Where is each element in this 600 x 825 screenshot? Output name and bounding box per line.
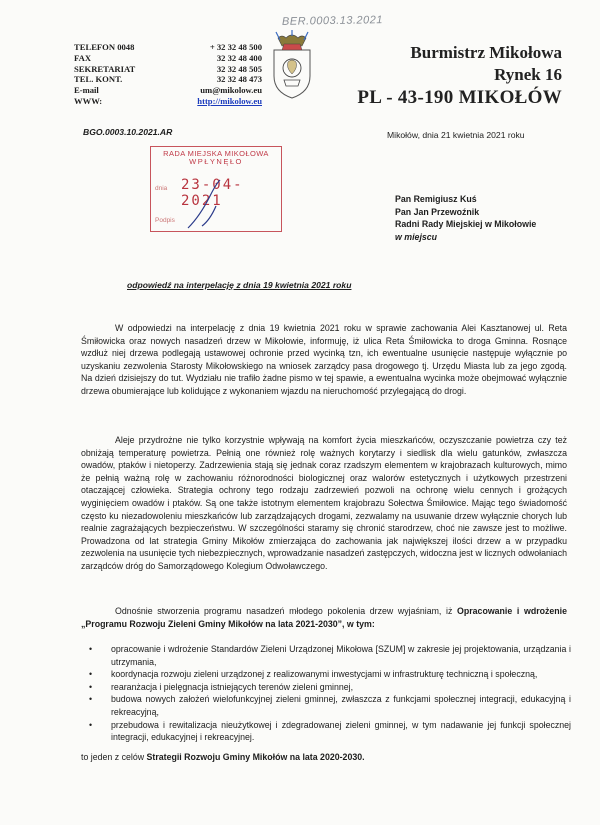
contact-label: E-mail [74,85,99,96]
contact-row [74,42,262,53]
list-item: • koordynacja rozwoju zieleni urządzonej z realizowanymi inwestycjami w infrastrukturę techniczną i społeczną, [81,668,571,681]
letter-subject: odpowiedź na interpelację z dnia 19 kwietnia 2021 roku [127,280,352,290]
contact-value: + 32 32 48 500 [209,42,262,52]
contact-label: SEKRETARIAT [74,63,136,74]
contact-row [74,85,262,96]
reference-number: BGO.0003.10.2021.AR [83,127,173,137]
addressee-location: w miejscu [395,231,438,242]
addressee-block [395,193,536,243]
contact-row [74,53,262,64]
contact-label: WWW: [74,95,103,106]
addressee-title: Radni Rady Miejskiej w Mikołowie [395,219,537,229]
list-item: • przebudowa i rewitalizacja nieużytkowej i zdegradowanej zieleni gminnej, w tym nadawanie jej funkcji społecznej integracji, edukacyjnej i rekreacyjnej. [81,719,571,744]
handwritten-reference-note: BER.0003.13.2021 [281,14,384,28]
list-item: • opracowanie i wdrożenie Standardów Zieleni Urządzonej Mikołowa [SZUM] w zakresie jej projektowania, urządzania i utrzymania, [81,643,571,668]
program-goals-list [81,643,571,744]
paragraph-2: Aleje przydrożne nie tylko korzystnie wpływają na komfort życia mieszkańców, oczyszczanie powietrza czy też obniżają temperaturę powietrza. Pełnią one również rolę ważnych korytarzy i siedlisk dla wielu gatunków, zwłaszcza owadów, ptaków i nietoperzy. Zadrzewienia stają się jednak coraz rzadszym elementem w krajobrazach kulturowych, mimo że pełnią ważną rolę w zachowaniu różnorodności biologicznej oraz walorów estetycznych i użytkowych przestrzeni otaczającej człowieka. Strategia ochrony tego rodzaju zadrzewień pozwoli na ochronę wielu cennych i grożących wyginięciem owadów i ptaków. Są one także istotnym elementem krajobrazu Sołectwa Śmiłowice. Mając tego świadomość często ku niezadowoleniu mieszkańców lub zarządzających drogami, zezwalamy na usuwanie drzew wyłącznie chorych lub realnie zagrażających bezpieczeństwu. W szczególności staramy się chronić starodrzew, choć nie zawsze jest to możliwe. Prowadzona od lat strategia Gminy Mikołów zmierzająca do zachowania jak największej ilości drzew a w przypadku zezwolenia na usunięcie tych niebezpiecznych, wprowadzanie nasadzeń zastępczych, widoczna jest w licznych odwołaniach zarządców dróg do Samorządowego Kolegium Odwoławczego. [81,435,567,571]
strategy-title: Strategii Rozwoju Gminy Mikołów na lata 2020-2030. [146,752,365,762]
list-item: • budowa nowych założeń wielofunkcyjnej zieleni gminnej, zwłaszcza z funkcjami społecznej integracji, edukacyjną i rekreacyjną, [81,693,571,718]
closing-sentence [81,752,365,762]
mayor-title: Burmistrz Mikołowa [410,43,562,62]
website-link[interactable]: http://mikolow.eu [197,95,262,106]
stamp-date-label: dnia [155,185,168,192]
contact-value: 32 32 48 400 [216,52,262,63]
mayor-header [357,42,562,110]
list-item: • rearanżacja i pielęgnacja istniejących terenów zieleni gminnej, [81,681,571,694]
contact-row [74,64,262,75]
paragraph-3-text: Odnośnie stworzenia programu nasadzeń młodego pokolenia drzew wyjaśniam, iż [115,606,458,616]
email-link[interactable]: um@mikolow.eu [200,85,262,96]
mayor-street: Rynek 16 [494,65,562,84]
contact-label: TEL. KONT. [74,74,123,85]
addressee-name: Pan Remigiusz Kuś [395,194,477,204]
stamp-title: RADA MIEJSKA MIKOŁOWA [163,149,269,158]
contact-value: 32 32 48 473 [216,74,262,85]
contact-row [74,96,262,107]
contact-label: TELEFON 0048 [74,42,135,52]
stamp-sign-label: Podpis [155,217,175,224]
signature-scribble-icon [180,176,240,236]
contact-value: 32 32 48 505 [216,63,262,74]
paragraph-1: W odpowiedzi na interpelację z dnia 19 kwietnia 2021 roku w sprawie zachowania Alei Kasztanowej ul. Reta Śmiłowicka oraz nowych nasadzeń drzew w Mikołowie, informuję, iż ulica Reta Śmiłowicka to droga Gminna. Rosnące wzdłuż niej drzewa podlegają ustawowej ochronie przed wycinką tzn, ich ewentualne usunięcie następuje wyłącznie po uzyskaniu zezwolenia Starosty Mikołowskiego na wniosek zarządcy pasa drogowego tj. Urzędu Miasta lub za jego zgodą. Na dzień dzisiejszy do tut. Wydziału nie trafiło żadne pismo w tej spawie, a ewentualna wycinka może obejmować wyłącznie drzewa obumierające lub kolidujące z wykonaniem wjazdu na nieruchomość przylegającą do drogi. [81,323,567,396]
paragraph-3 [81,605,567,630]
program-title: Opracowanie i wdrożenie „Programu Rozwoju Zieleni Gminy Mikołów na lata 2021-2030”, w tym: [81,606,567,629]
addressee-name: Pan Jan Przewoźnik [395,206,480,217]
contact-label: FAX [74,52,92,63]
closing-text: to jeden z celów [81,752,147,762]
stamp-received-label: WPŁYNĘŁO [189,157,243,166]
mayor-city: PL - 43-190 MIKOŁÓW [357,87,562,108]
stamp-date-value: 23-04-2021 [181,177,244,209]
coat-of-arms-icon [268,30,316,100]
letter-date: Mikołów, dnia 21 kwietnia 2021 roku [387,130,525,140]
contact-row [74,74,262,85]
contact-block [74,42,262,107]
